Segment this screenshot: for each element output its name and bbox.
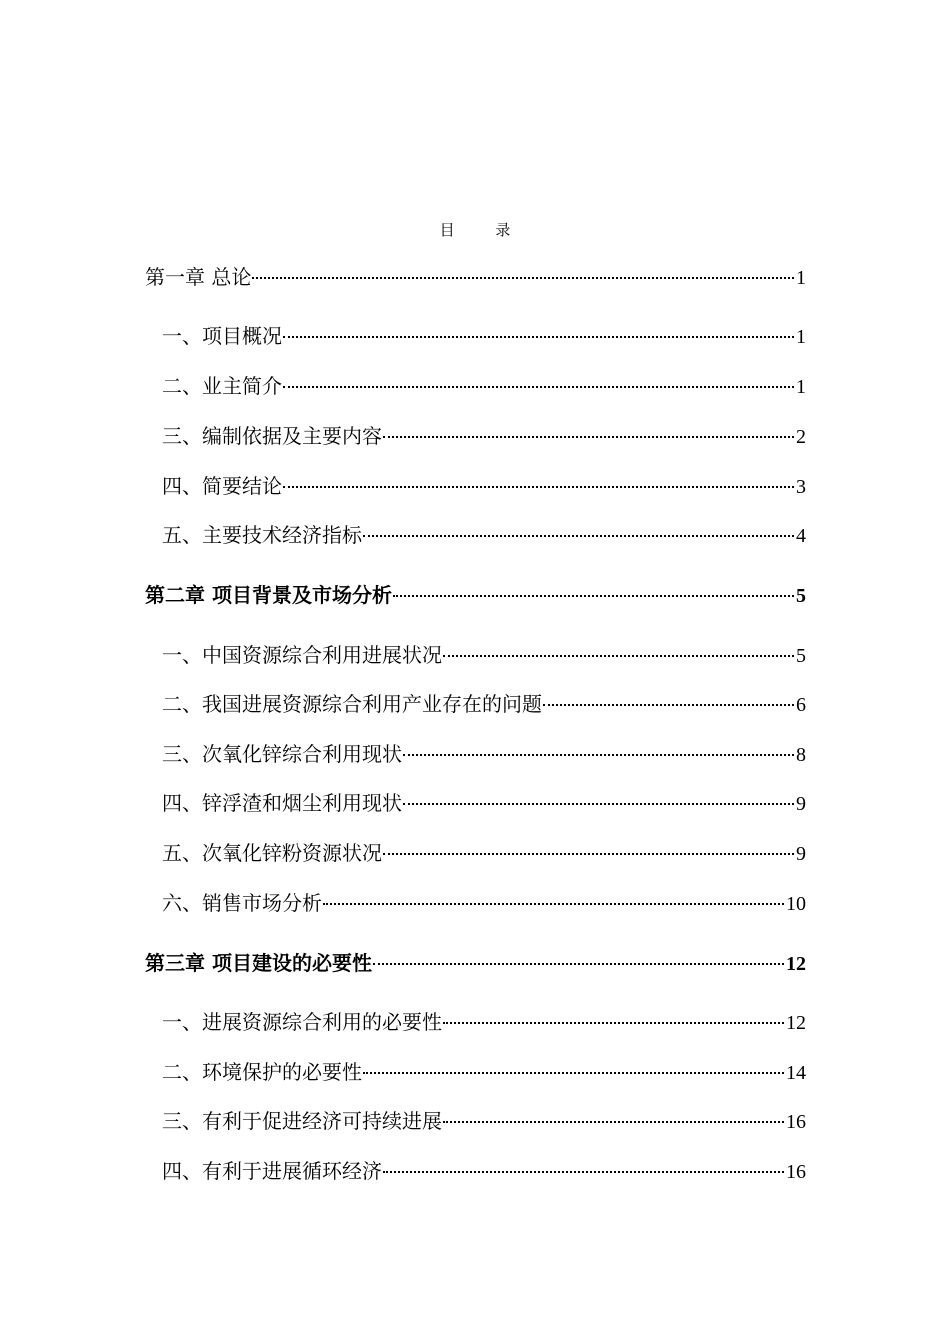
toc-entry-3-1[interactable] [162,1007,806,1037]
dot-leader [543,704,794,706]
dot-leader [283,486,794,488]
toc-entry-page: 12 [786,953,806,975]
toc-entry-label: 五、主要技术经济指标 [162,523,362,547]
toc-entry-page: 4 [796,525,806,547]
toc-entry-page: 1 [796,267,806,289]
toc-entry-label: 二、环境保护的必要性 [162,1060,362,1084]
toc-entry-1-2[interactable] [162,371,806,401]
toc-entry-label: 第三章 项目建设的必要性 [145,951,372,975]
toc-entry-label: 二、我国进展资源综合利用产业存在的问题 [162,692,542,716]
toc-entry-1-1[interactable] [162,321,806,351]
toc-entry-2-3[interactable] [162,739,806,769]
toc-entry-chapter-2[interactable] [145,580,806,610]
dot-leader [373,963,784,965]
toc-entry-page: 8 [796,744,806,766]
toc-entry-page: 2 [796,426,806,448]
toc-entry-label: 一、中国资源综合利用进展状况 [162,643,442,667]
toc-entry-page: 1 [796,376,806,398]
toc-entry-label: 三、有利于促进经济可持续进展 [162,1109,442,1133]
toc-entry-label: 三、次氧化锌综合利用现状 [162,742,402,766]
toc-entry-label: 第二章 项目背景及市场分析 [145,583,392,607]
toc-entry-label: 五、次氧化锌粉资源状况 [162,841,382,865]
toc-entry-1-3[interactable] [162,421,806,451]
toc-entry-label: 第一章 总论 [145,265,252,289]
dot-leader [403,803,794,805]
toc-entry-3-2[interactable] [162,1057,806,1087]
toc-entry-2-5[interactable] [162,838,806,868]
toc-entry-page: 5 [796,585,806,607]
toc-entry-label: 六、销售市场分析 [162,891,322,915]
toc-entry-3-4[interactable] [162,1156,806,1186]
dot-leader [443,1022,784,1024]
toc-entry-page: 12 [786,1012,806,1034]
toc-entry-page: 1 [796,326,806,348]
dot-leader [363,535,794,537]
toc-entry-page: 10 [786,893,806,915]
toc-entry-1-4[interactable] [162,471,806,501]
toc-entry-page: 16 [786,1111,806,1133]
dot-leader [443,1121,784,1123]
toc-entry-label: 一、项目概况 [162,324,282,348]
toc-entry-page: 5 [796,645,806,667]
dot-leader [403,754,794,756]
toc-entry-label: 一、进展资源综合利用的必要性 [162,1010,442,1034]
toc-entry-page: 9 [796,793,806,815]
toc-entry-2-6[interactable] [162,888,806,918]
toc-entry-label: 二、业主简介 [162,374,282,398]
dot-leader [383,436,794,438]
dot-leader [383,1171,784,1173]
toc-entry-label: 三、编制依据及主要内容 [162,424,382,448]
dot-leader [443,655,794,657]
toc-entry-page: 9 [796,843,806,865]
dot-leader [393,595,794,597]
toc-entry-label: 四、锌浮渣和烟尘利用现状 [162,791,402,815]
dot-leader [383,853,794,855]
toc-entry-chapter-3[interactable] [145,948,806,978]
toc-entry-page: 16 [786,1161,806,1183]
dot-leader [363,1072,784,1074]
toc-entry-label: 四、简要结论 [162,474,282,498]
toc-title: 目 录 [439,221,529,239]
toc-entry-2-4[interactable] [162,788,806,818]
toc-entry-label: 四、有利于进展循环经济 [162,1159,382,1183]
toc-entry-page: 6 [796,694,806,716]
toc-entry-2-1[interactable] [162,640,806,670]
dot-leader [323,903,784,905]
toc-entry-page: 14 [786,1062,806,1084]
toc-entry-chapter-1[interactable] [145,262,806,292]
toc-entry-page: 3 [796,476,806,498]
dot-leader [283,336,794,338]
toc-entry-3-3[interactable] [162,1106,806,1136]
toc-entry-2-2[interactable] [162,689,806,719]
toc-entry-1-5[interactable] [162,520,806,550]
dot-leader [252,277,794,279]
dot-leader [283,386,794,388]
